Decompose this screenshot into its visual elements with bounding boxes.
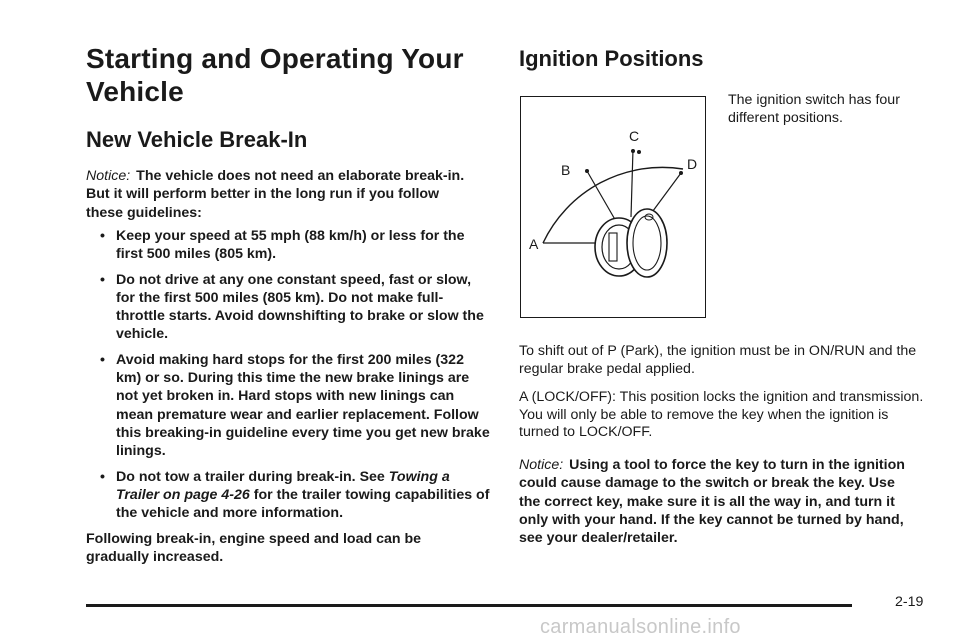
page-number: 2-19 (895, 594, 924, 610)
position-line-b (587, 171, 617, 223)
list-item-text: Do not drive at any one constant speed, fast or slow, for the first 500 miles (805 km). Do not make full-throttle starts. Avoid downshifting to brake or slow the vehicle. (116, 271, 484, 343)
position-line-c (631, 149, 633, 217)
notice-label: Notice: (519, 457, 564, 473)
page-title: Starting and Operating Your Vehicle (86, 43, 464, 107)
list-item (100, 468, 492, 523)
position-dot-b (585, 169, 589, 173)
ignition-switch-diagram (521, 97, 707, 319)
guideline-list (100, 227, 492, 529)
position-dot-c (631, 149, 635, 153)
list-item (100, 351, 492, 461)
label-c: C (629, 128, 640, 144)
section-heading-ignition: Ignition Positions (519, 46, 704, 71)
list-item (100, 271, 492, 344)
lock-text: This position locks the ignition and transmission. You will only be able to remove the key when the ignition is turned to LOCK/OFF. (519, 389, 924, 440)
position-dot-d (679, 171, 683, 175)
lock-term: A (LOCK/OFF): (519, 389, 616, 405)
break-in-notice (86, 167, 478, 222)
ignition-figure (520, 96, 706, 318)
closing-paragraph: Following break-in, engine speed and load can be gradually increased. (86, 531, 422, 566)
bullet-icon: • (100, 468, 105, 485)
list-item-text: Keep your speed at 55 mph (88 km/h) or less for the first 500 miles (805 km). (116, 228, 465, 263)
list-item-text: Avoid making hard stops for the first 200 miles (322 km) or so. During this time the new brake linings are not yet broken in. Hard stops with new linings can mean premature wear and earlier replacement. Follow this breaking-in guideline every time you get new brake linings. (116, 351, 490, 460)
list-item-text: Do not tow a trailer during break-in. See (116, 468, 389, 485)
cross-reference-link[interactable]: Towing a Trailer on page 4-26 (116, 468, 450, 503)
position-dot-c2 (637, 150, 641, 154)
notice-text: Using a tool to force the key to turn in the ignition could cause damage to the switch or break the key. Use the correct key, make sure it is all the way in, and turn it only with your hand. If the key cannot be turned by hand, see your dealer/retailer. (519, 457, 905, 547)
notice-text: The vehicle does not need an elaborate break-in. But it will perform better in the long run if you follow these guidelines: (86, 168, 465, 221)
bullet-icon: • (100, 351, 105, 368)
watermark: carmanualsonline.info (540, 616, 741, 638)
shift-paragraph: To shift out of P (Park), the ignition must be in ON/RUN and the regular brake pedal applied. (519, 343, 917, 377)
list-item-text: for the trailer towing capabilities of the vehicle and more information. (116, 486, 490, 522)
section-heading-break-in: New Vehicle Break-In (86, 127, 308, 152)
notice-label: Notice: (86, 168, 131, 184)
ignition-notice (519, 456, 919, 547)
label-a: A (529, 236, 539, 252)
list-item (100, 227, 492, 264)
figure-caption: The ignition switch has four different positions. (728, 92, 900, 126)
label-d: D (687, 156, 698, 172)
footer-rule (86, 604, 852, 607)
bullet-icon: • (100, 271, 105, 288)
bullet-icon: • (100, 228, 105, 244)
label-b: B (561, 162, 571, 178)
lock-paragraph (519, 389, 924, 442)
